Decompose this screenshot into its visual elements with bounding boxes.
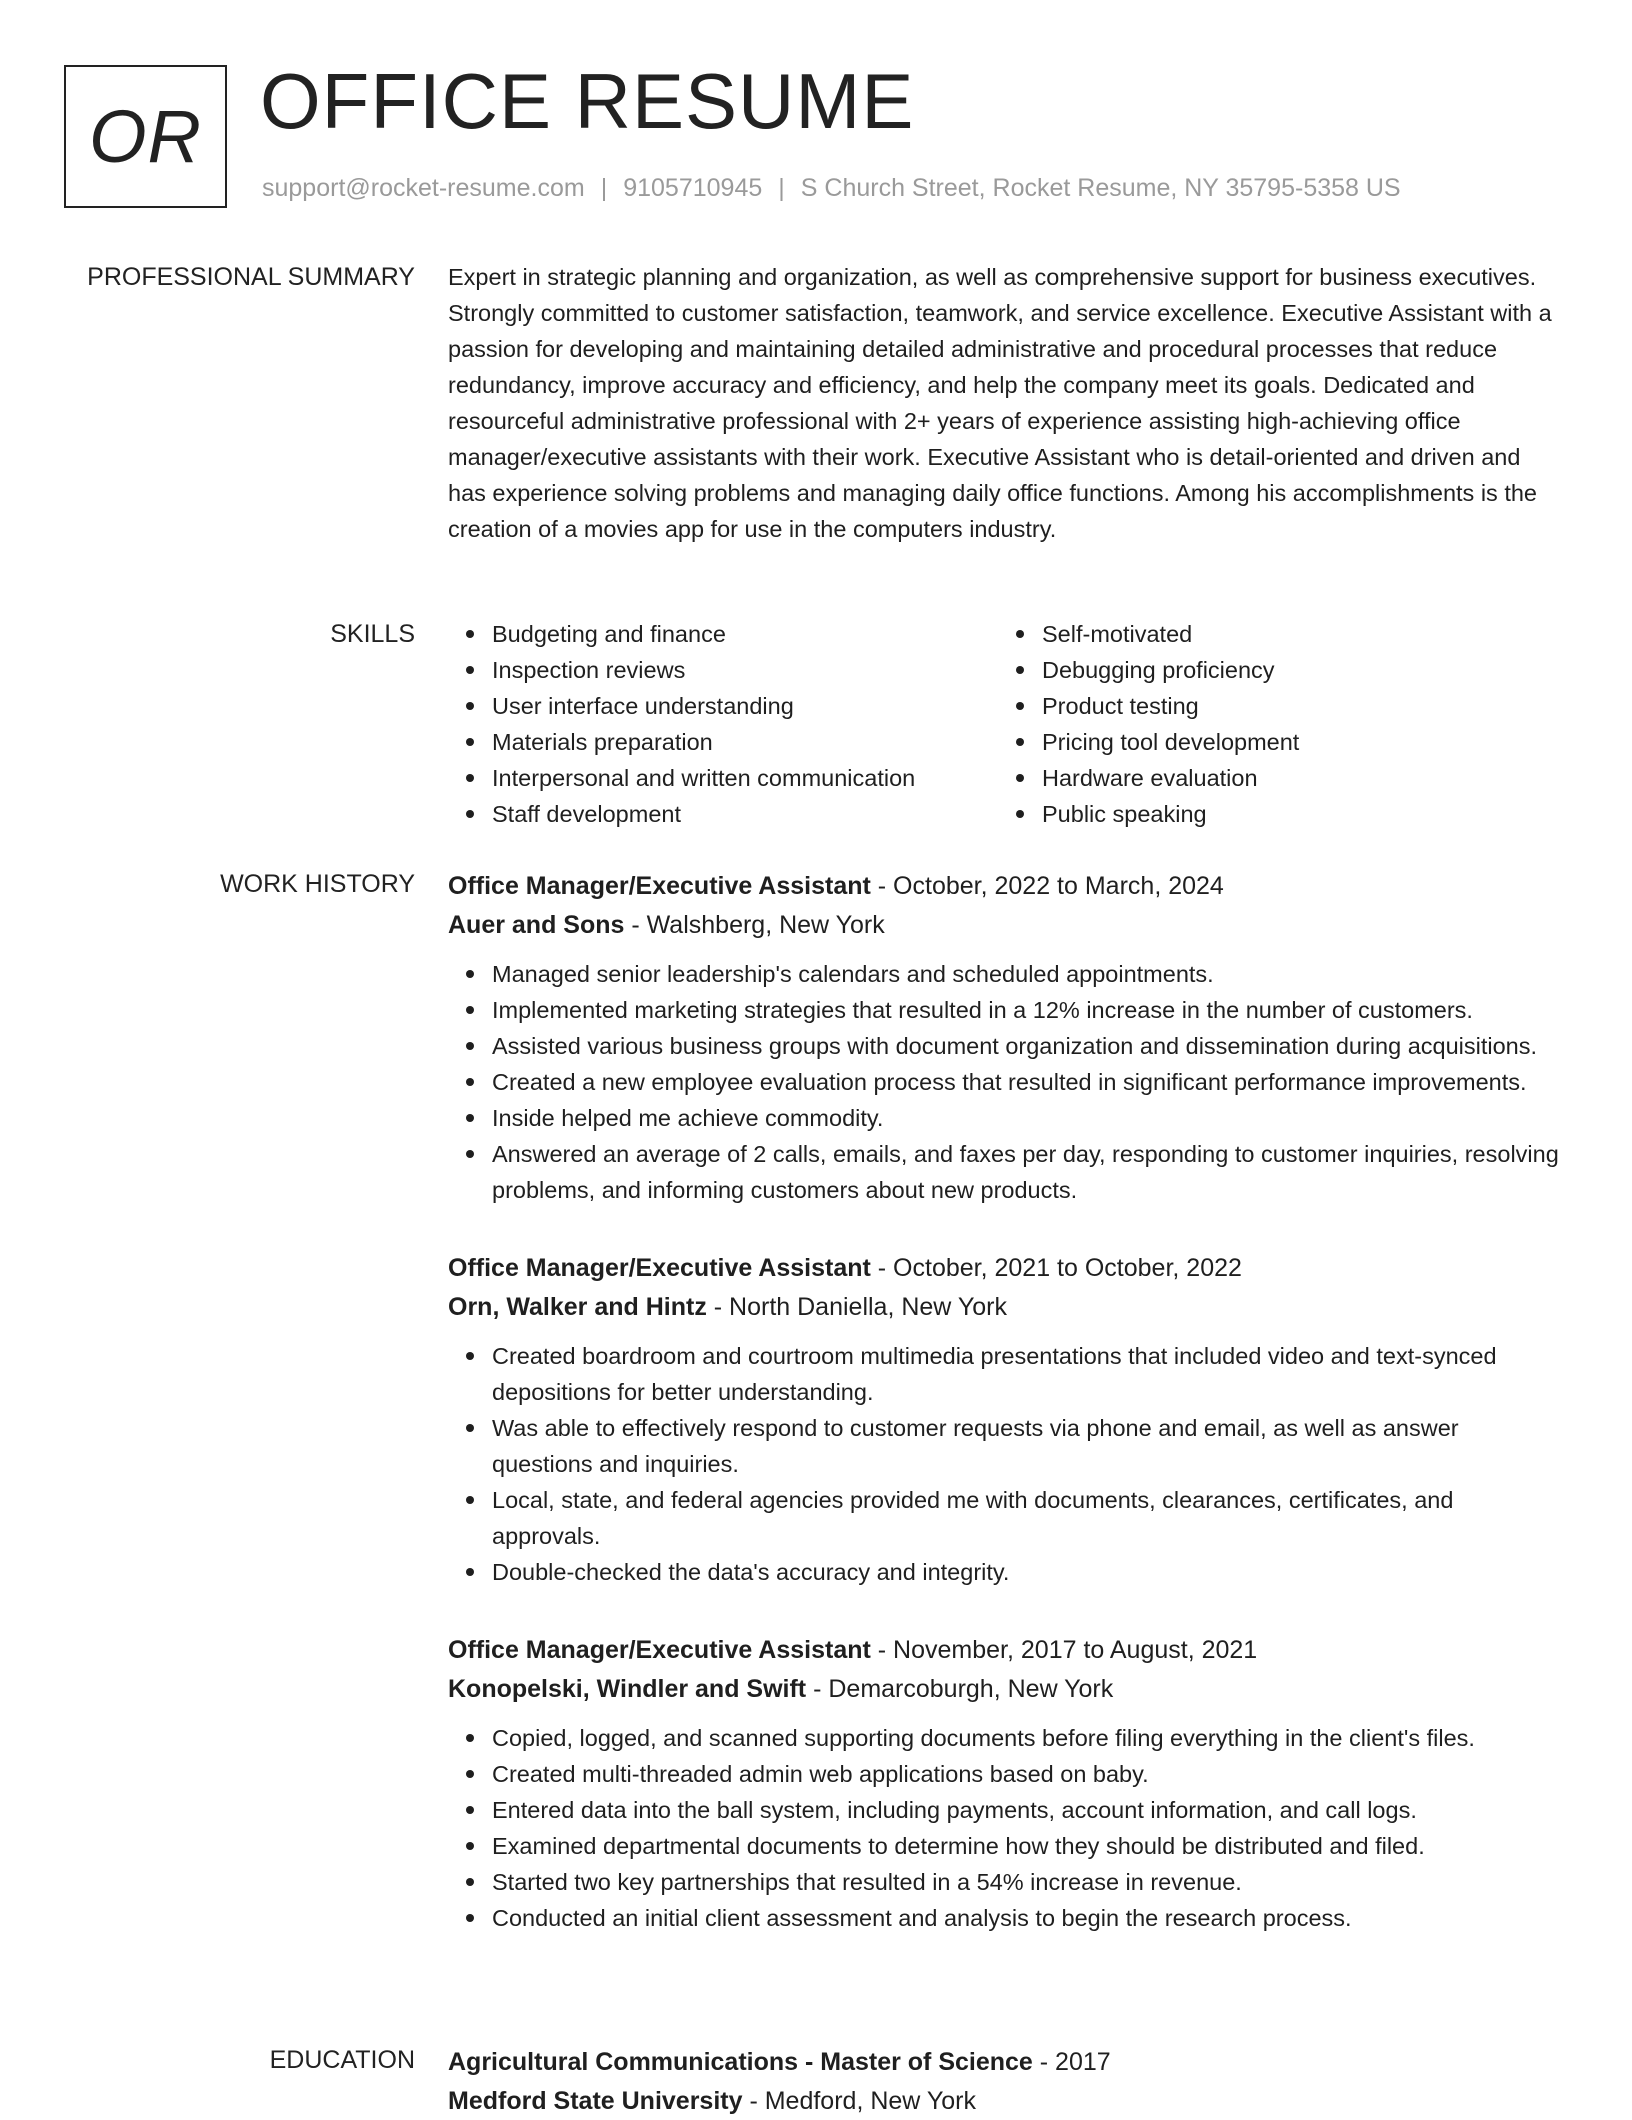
job-bullet: Copied, logged, and scanned supporting documents before filing everything in the client's files. — [492, 1720, 1564, 1756]
skill-item: Product testing — [1042, 688, 1548, 724]
job-bullet: Created boardroom and courtroom multimedia presentations that included video and text-synced depositions for better understanding. — [492, 1338, 1564, 1410]
job-bullets — [448, 1720, 1564, 1936]
job-bullet: Conducted an initial client assessment and analysis to begin the research process. — [492, 1900, 1564, 1936]
section-label-education: EDUCATION — [269, 2046, 415, 2074]
contact-phone[interactable]: 9105710945 — [623, 174, 763, 202]
job-bullet: Examined departmental documents to determine how they should be distributed and filed. — [492, 1828, 1564, 1864]
section-label-work-history: WORK HISTORY — [220, 870, 415, 898]
contact-separator: | — [600, 174, 608, 202]
job-dates: - October, 2022 to March, 2024 — [870, 872, 1224, 900]
job-company-line — [448, 1670, 1564, 1708]
job-bullet: Local, state, and federal agencies provided me with documents, clearances, certificates, and approvals. — [492, 1482, 1564, 1554]
contact-email[interactable]: support@rocket-resume.com — [262, 174, 585, 202]
job-bullet: Answered an average of 2 calls, emails, and faxes per day, responding to customer inquiries, resolving problems, and informing customers about new products. — [492, 1136, 1564, 1208]
skills-column-right — [998, 616, 1548, 832]
skill-item: Staff development — [492, 796, 998, 832]
skill-item: User interface understanding — [492, 688, 998, 724]
job-location: - Demarcoburgh, New York — [806, 1675, 1114, 1703]
section-label-skills: SKILLS — [330, 620, 415, 648]
skill-item: Pricing tool development — [1042, 724, 1548, 760]
contact-address: S Church Street, Rocket Resume, NY 35795-5358 US — [800, 174, 1401, 202]
work-history-body — [448, 866, 1564, 1976]
job-entry — [448, 1630, 1564, 1936]
skill-item: Materials preparation — [492, 724, 998, 760]
school-location: - Medford, New York — [742, 2087, 976, 2115]
job-company: Orn, Walker and Hintz — [448, 1293, 707, 1321]
skill-item: Self-motivated — [1042, 616, 1548, 652]
skill-item: Debugging proficiency — [1042, 652, 1548, 688]
job-company-line — [448, 1288, 1564, 1326]
skill-item: Interpersonal and written communication — [492, 760, 998, 796]
section-label-summary: PROFESSIONAL SUMMARY — [87, 263, 415, 291]
job-bullets — [448, 956, 1564, 1208]
job-bullets — [448, 1338, 1564, 1590]
monogram-box — [64, 65, 227, 208]
job-bullet: Managed senior leadership's calendars and scheduled appointments. — [492, 956, 1564, 992]
job-title-line — [448, 866, 1564, 906]
job-title: Office Manager/Executive Assistant — [448, 1636, 871, 1664]
job-location: - North Daniella, New York — [706, 1293, 1007, 1321]
job-bullet: Assisted various business groups with document organization and dissemination during acquisitions. — [492, 1028, 1564, 1064]
contact-line — [262, 174, 1401, 203]
job-dates: - November, 2017 to August, 2021 — [870, 1636, 1258, 1664]
job-title-line — [448, 1248, 1564, 1288]
skills-grid — [448, 616, 1564, 832]
job-bullet: Entered data into the ball system, including payments, account information, and call logs. — [492, 1792, 1564, 1828]
degree-line — [448, 2042, 1564, 2082]
education-body — [448, 2042, 1564, 2120]
degree-year: - 2017 — [1032, 2048, 1111, 2076]
job-title-line — [448, 1630, 1564, 1670]
job-bullet: Implemented marketing strategies that resulted in a 12% increase in the number of customers. — [492, 992, 1564, 1028]
monogram-initials: OR — [89, 95, 202, 178]
contact-separator: | — [778, 174, 785, 202]
job-dates: - October, 2021 to October, 2022 — [870, 1254, 1242, 1282]
skill-item: Budgeting and finance — [492, 616, 998, 652]
skill-item: Hardware evaluation — [1042, 760, 1548, 796]
job-entry — [448, 1248, 1564, 1590]
job-bullet: Was able to effectively respond to customer requests via phone and email, as well as answer questions and inquiries. — [492, 1410, 1564, 1482]
job-company: Konopelski, Windler and Swift — [448, 1675, 807, 1703]
skills-column-left — [448, 616, 998, 832]
job-title: Office Manager/Executive Assistant — [448, 872, 871, 900]
summary-body — [448, 259, 1564, 547]
job-bullet: Created multi-threaded admin web applications based on baby. — [492, 1756, 1564, 1792]
degree-title: Agricultural Communications - Master of Science — [448, 2048, 1033, 2076]
job-bullet: Created a new employee evaluation process that resulted in significant performance improvements. — [492, 1064, 1564, 1100]
skill-item: Public speaking — [1042, 796, 1548, 832]
school-name: Medford State University — [448, 2087, 743, 2115]
job-company: Auer and Sons — [448, 911, 625, 939]
job-bullet: Started two key partnerships that resulted in a 54% increase in revenue. — [492, 1864, 1564, 1900]
school-line — [448, 2082, 1564, 2120]
resume-name: OFFICE RESUME — [260, 57, 915, 145]
job-location: - Walshberg, New York — [624, 911, 885, 939]
job-bullet: Double-checked the data's accuracy and integrity. — [492, 1554, 1564, 1590]
job-entry — [448, 866, 1564, 1208]
summary-text: Expert in strategic planning and organization, as well as comprehensive support for business executives. Strongly committed to customer satisfaction, teamwork, and service excellence. Executive Assistant with a passion for developing and maintaining detailed administrative and procedural processes that reduce redundancy, improve accuracy and efficiency, and help the company meet its goals. Dedicated and resourceful administrative professional with 2+ years of experience assisting high-achieving office manager/executive assistants with their work. Executive Assistant who is detail-oriented and driven and has experience solving problems and managing daily office functions. Among his accomplishments is the creation of a movies app for use in the computers industry. — [448, 264, 1552, 542]
job-title: Office Manager/Executive Assistant — [448, 1254, 871, 1282]
job-company-line — [448, 906, 1564, 944]
job-bullet: Inside helped me achieve commodity. — [492, 1100, 1564, 1136]
skill-item: Inspection reviews — [492, 652, 998, 688]
